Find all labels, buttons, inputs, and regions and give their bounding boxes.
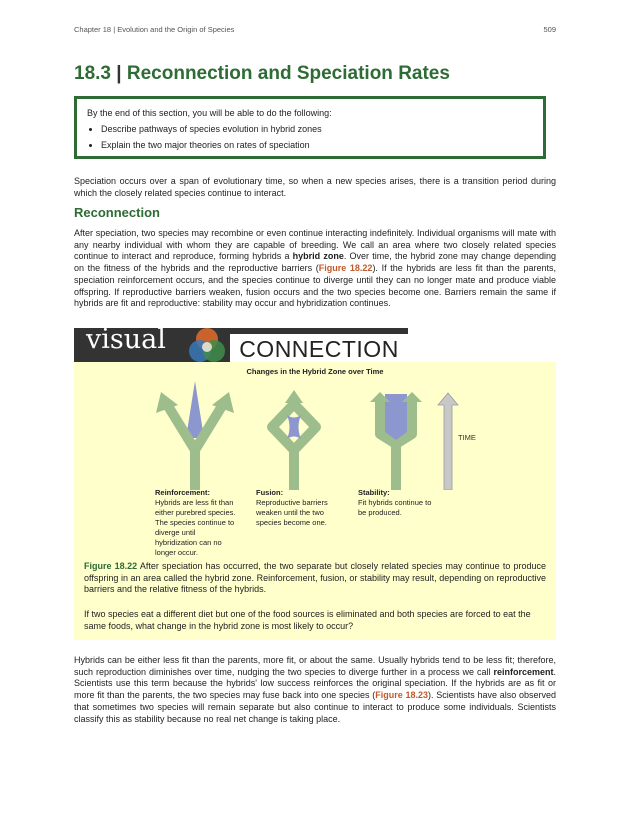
banner-word-visual: visual (86, 324, 166, 355)
objective-item: • Explain the two major theories on rates of speciation (101, 140, 533, 150)
figure-link[interactable]: Figure 18.22 (318, 263, 373, 274)
visual-connection-banner (74, 324, 408, 362)
page-number: 509 (543, 25, 556, 34)
figure-label: Figure 18.22 (84, 561, 138, 571)
subheading-reconnection: Reconnection (74, 205, 160, 220)
stage-description: Fit hybrids continue to be produced. (358, 498, 432, 517)
running-header (74, 25, 556, 34)
section-title-text: Reconnection and Speciation Rates (126, 63, 450, 84)
objective-item: • Describe pathways of species evolution in hybrid zones (101, 124, 533, 134)
section-number: 18.3 (74, 63, 111, 84)
objectives-intro: By the end of this section, you will be able to do the following: (87, 108, 332, 118)
stage-heading: Stability: (358, 488, 390, 497)
stage-heading: Fusion: (256, 488, 284, 497)
time-label: TIME (458, 433, 476, 442)
stage-fusion (256, 488, 342, 528)
paragraph-text: Hybrids can be either less fit than the parents, more fit, or about the same. Usually hybrids tend to be less fit; therefore, such reproduction diminishes over time, nudging the two species to diverge further in a process we call (74, 655, 556, 677)
reconnection-paragraph (74, 228, 556, 310)
section-title (74, 63, 450, 85)
stage-stability (358, 488, 438, 518)
stability-diagram (370, 392, 422, 490)
fusion-diagram (272, 390, 316, 490)
time-arrow (438, 393, 458, 490)
venn-logo-icon (186, 326, 228, 366)
figure-caption (84, 561, 546, 596)
paragraph-text: . Over time, the hybrid zone may change depending on the fitness of the hybrids and the reproductive barriers ( (74, 251, 557, 274)
figure-link[interactable]: Figure 18.23 (375, 690, 429, 701)
learning-objectives-box (74, 96, 546, 159)
hybrid-fitness-paragraph (74, 655, 556, 725)
hybrid-zone-diagram (74, 378, 556, 490)
objectives-list (87, 124, 533, 150)
figure-question: If two species eat a different diet but one of the food sources is eliminated and both species are forced to eat the same foods, what change in the hybrid zone is most likely to occur? (84, 609, 531, 631)
intro-paragraph: Speciation occurs over a span of evolutionary time, so when a new species arises, there is a transition period during which the closely related species continue to interact. (74, 176, 556, 198)
key-term-hybrid-zone: hybrid zone (292, 251, 344, 262)
paragraph-text: After speciation, two species may recombine or even continue interacting indefinitely. Individual organisms will mate with any nearby individual with whom they are capable of breeding. We call an area where two closely related species continue to interact and reproduce, forming hybrids a (74, 228, 556, 262)
diagram-title: Changes in the Hybrid Zone over Time (246, 367, 384, 376)
stage-heading: Reinforcement: (155, 488, 211, 497)
banner-word-connection: CONNECTION (230, 334, 408, 362)
section-separator: | (116, 63, 122, 84)
key-term-reinforcement: reinforcement (493, 666, 554, 677)
chapter-title: Chapter 18 | Evolution and the Origin of Species (74, 25, 235, 34)
paragraph-text: . Scientists use this term because the hybrids' low success reinforces the original speciation. If the hybrids are as fit or more fit than the parents, the two species may fuse back into one species ( (74, 666, 556, 701)
reinforcement-diagram (156, 381, 234, 490)
caption-text: After speciation has occurred, the two separate but closely related species may continue to produce offspring in an area called the hybrid zone. Reinforcement, fusion, or stability may result, depending on reproductive barriers and the relative fitness of the hybrids. (84, 561, 546, 595)
figure-box (74, 362, 556, 640)
paragraph-text: ). Scientists have also observed that sometimes two species will remain separate but also continue to interact to produce some individuals. Scientists classify this as stability because no real net change is taking place. (74, 690, 556, 724)
stage-description: Reproductive barriers weaken until the two species become one. (256, 498, 328, 527)
paragraph-text: ). If the hybrids are less fit than the parents, speciation reinforcement occurs, and the species continue to diverge until they can no longer mate and produce viable offspring. If reproductive barriers weaken, fusion occurs and the two species become one. Barriers remain the same if hybrids are fit and reproductive: stability may occur and hybridization continues. (74, 263, 556, 309)
stage-reinforcement (155, 488, 239, 558)
stage-description: Hybrids are less fit than either purebred species. The species continue to diverge until hybridization can no longer occur. (155, 498, 236, 557)
